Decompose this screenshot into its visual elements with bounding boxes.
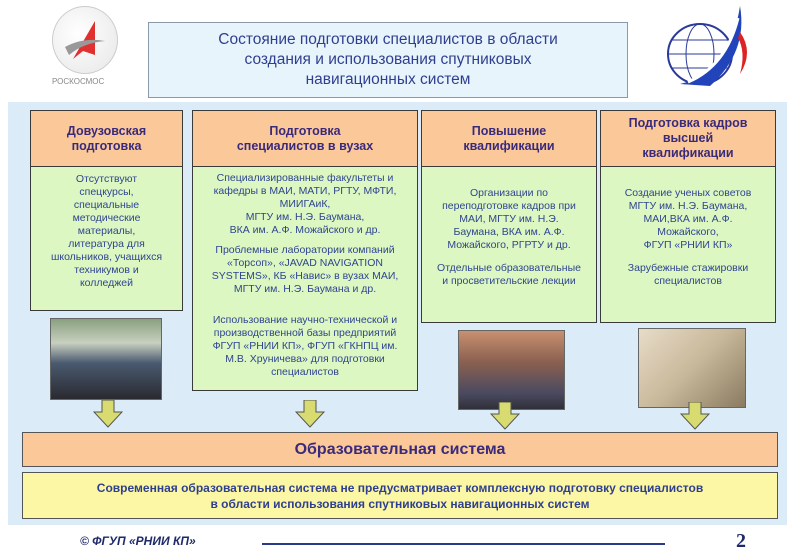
roskosmos-logo-icon [53, 7, 119, 75]
column-text: Проблемные лаборатории компаний «Торсоп», «JAVAD NAVIGATION SYSTEMS», КБ «Навис» в вузах МАИ, МГТУ им. Н.Э. Баумана и др. [211, 244, 399, 295]
roskosmos-logo-text: РОСКОСМОС [52, 77, 105, 86]
column-text: Использование научно-технической и производственной базы предприятий ФГУП «РНИИ КП», ФГУП «ГКНПЦ им. М.В. Хруничева» для подготовки специалистов [212, 314, 398, 378]
column-text: Организации по переподготовке кадров при МАИ, МГТУ им. Н.Э. Баумана, ВКА им. А.Ф. Можайского, РГРТУ и др. [442, 187, 576, 251]
conclusion-box: Современная образовательная система не предусматривает комплексную подготовку специалистов в области использования спутниковых навигационных систем [22, 472, 778, 519]
column-pre-university [30, 110, 183, 311]
column-text: Специализированные факультеты и кафедры в МАИ, МАТИ, РГТУ, МФТИ, МИИГАиК, МГТУ им. Н.Э. Баумана, ВКА им. А.Ф. Можайского и др. [213, 172, 397, 236]
down-arrow-icon [295, 400, 325, 428]
column-body [193, 167, 417, 390]
photo-seminar [638, 328, 746, 408]
photo-lecture-hall [458, 330, 565, 410]
down-arrow-icon [490, 402, 520, 430]
down-arrow-icon [93, 400, 123, 428]
column-body [601, 167, 775, 322]
page-number: 2 [736, 530, 746, 552]
column-header: Довузовская подготовка [31, 111, 182, 167]
column-body [422, 167, 596, 322]
column-higher-qualification [600, 110, 776, 323]
down-arrow-icon [680, 402, 710, 430]
column-header: Подготовка кадров высшей квалификации [601, 111, 775, 167]
column-text: Создание ученых советов МГТУ им. Н.Э. Баумана, МАИ,ВКА им. А.Ф. Можайского, ФГУП «РНИИ КП» [624, 187, 752, 251]
footer-divider [262, 543, 665, 545]
globe-rocket-logo-icon [660, 2, 756, 92]
roskosmos-logo [52, 6, 118, 74]
globe-rocket-logo [660, 2, 756, 92]
column-qualification [421, 110, 597, 323]
column-header: Повышение квалификации [422, 111, 596, 167]
footer-copyright: © ФГУП «РНИИ КП» [80, 534, 196, 548]
column-text: Зарубежные стажировки специалистов [627, 262, 749, 287]
education-system-bar: Образовательная система [22, 432, 778, 467]
slide-title: Состояние подготовки специалистов в области создания и использования спутниковых навигационных систем [148, 22, 628, 98]
column-body [31, 167, 182, 310]
column-text: Отдельные образовательные и просветительские лекции [437, 262, 581, 287]
photo-students [50, 318, 162, 400]
column-header: Подготовка специалистов в вузах [193, 111, 417, 167]
column-university [192, 110, 418, 391]
column-text: Отсутствуют спецкурсы, специальные методические материалы, литература для школьников, учащихся техникумов и колледжей [50, 173, 163, 289]
